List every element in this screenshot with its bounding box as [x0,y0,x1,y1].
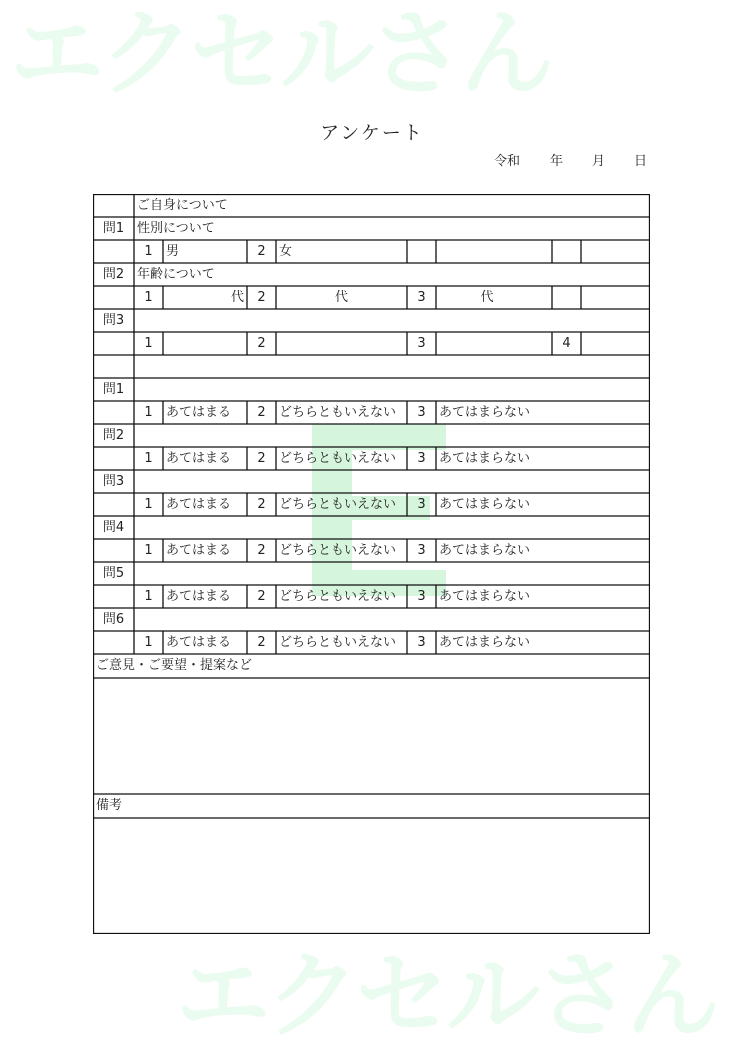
scale-q5-n3: 3 [417,589,426,604]
scale-q5-label: 問5 [102,566,125,581]
scale-q6-n3: 3 [417,635,426,650]
q2-option2-number: 2 [257,290,266,305]
q2-option1-number: 1 [144,290,153,305]
scale-q3-label: 問3 [102,474,125,489]
date-era: 令和 [494,154,521,169]
watermark-bottom: エクセルさん [176,942,717,1051]
scale-q4-n1: 1 [144,543,153,558]
scale-q1-n1: 1 [144,405,153,420]
section-self-heading: ご自身について [137,198,228,213]
scale-q3-answer3[interactable]: あてはまらない [439,497,531,512]
q1-option1-number: 1 [144,244,153,259]
scale-q2-n1: 1 [144,451,153,466]
q1-label: 問1 [102,221,125,236]
scale-q4-n2: 2 [257,543,266,558]
survey-sheet [93,194,650,934]
scale-q6-n2: 2 [257,635,266,650]
scale-q6-answer1[interactable]: あてはまる [166,635,232,650]
page-title: アンケート [320,122,424,144]
scale-q3-answer2[interactable]: どちらともいえない [279,497,397,512]
scale-q1-n2: 2 [257,405,266,420]
scale-q6-answer2[interactable]: どちらともいえない [279,635,397,650]
remarks-input-area[interactable] [93,818,650,933]
q2-text: 年齢について [137,267,215,282]
scale-q4-n3: 3 [417,543,426,558]
scale-q1-answer2[interactable]: どちらともいえない [279,405,397,420]
date-day: 日 [634,154,648,169]
scale-q5-answer1[interactable]: あてはまる [166,589,232,604]
q2-option2-unit[interactable]: 代 [334,290,348,305]
q3-label: 問3 [102,313,125,328]
scale-q5-n2: 2 [257,589,266,604]
scale-q3-n2: 2 [257,497,266,512]
date-year: 年 [550,154,564,169]
scale-q1-answer1[interactable]: あてはまる [166,405,232,420]
q1-option2-label[interactable]: 女 [279,244,293,259]
q1-option1-label[interactable]: 男 [166,244,180,259]
scale-q1-label: 問1 [102,382,125,397]
scale-q2-answer3[interactable]: あてはまらない [439,451,531,466]
scale-q6-answer3[interactable]: あてはまらない [439,635,531,650]
scale-q4-answer2[interactable]: どちらともいえない [279,543,397,558]
scale-q5-answer3[interactable]: あてはまらない [439,589,531,604]
q2-option3-number: 3 [417,290,426,305]
scale-q2-n2: 2 [257,451,266,466]
q1-option2-number: 2 [257,244,266,259]
q2-option1-unit[interactable]: 代 [230,290,244,305]
scale-q4-label: 問4 [102,520,125,535]
scale-q4-answer1[interactable]: あてはまる [166,543,232,558]
scale-q2-answer2[interactable]: どちらともいえない [279,451,397,466]
remarks-heading: 備考 [96,798,123,813]
scale-q2-answer1[interactable]: あてはまる [166,451,232,466]
q2-label: 問2 [102,267,125,282]
q3-option1-number: 1 [144,336,153,351]
scale-q2-n3: 3 [417,451,426,466]
q2-option3-unit[interactable]: 代 [480,290,494,305]
opinion-input-area[interactable] [93,678,650,793]
scale-q5-answer2[interactable]: どちらともいえない [279,589,397,604]
scale-q1-answer3[interactable]: あてはまらない [439,405,531,420]
opinion-heading: ご意見・ご要望・提案など [96,658,253,673]
scale-q2-label: 問2 [102,428,125,443]
scale-q4-answer3[interactable]: あてはまらない [439,543,531,558]
watermark-top: エクセルさん [10,0,551,109]
date-month: 月 [592,154,606,169]
q3-option2-number: 2 [257,336,266,351]
q1-text: 性別について [137,221,215,236]
scale-q3-n1: 1 [144,497,153,512]
scale-q3-answer1[interactable]: あてはまる [166,497,232,512]
scale-q1-n3: 3 [417,405,426,420]
scale-q6-n1: 1 [144,635,153,650]
scale-q5-n1: 1 [144,589,153,604]
scale-q6-label: 問6 [102,612,125,627]
scale-q3-n3: 3 [417,497,426,512]
q3-option4-number: 4 [562,336,571,351]
q3-option3-number: 3 [417,336,426,351]
